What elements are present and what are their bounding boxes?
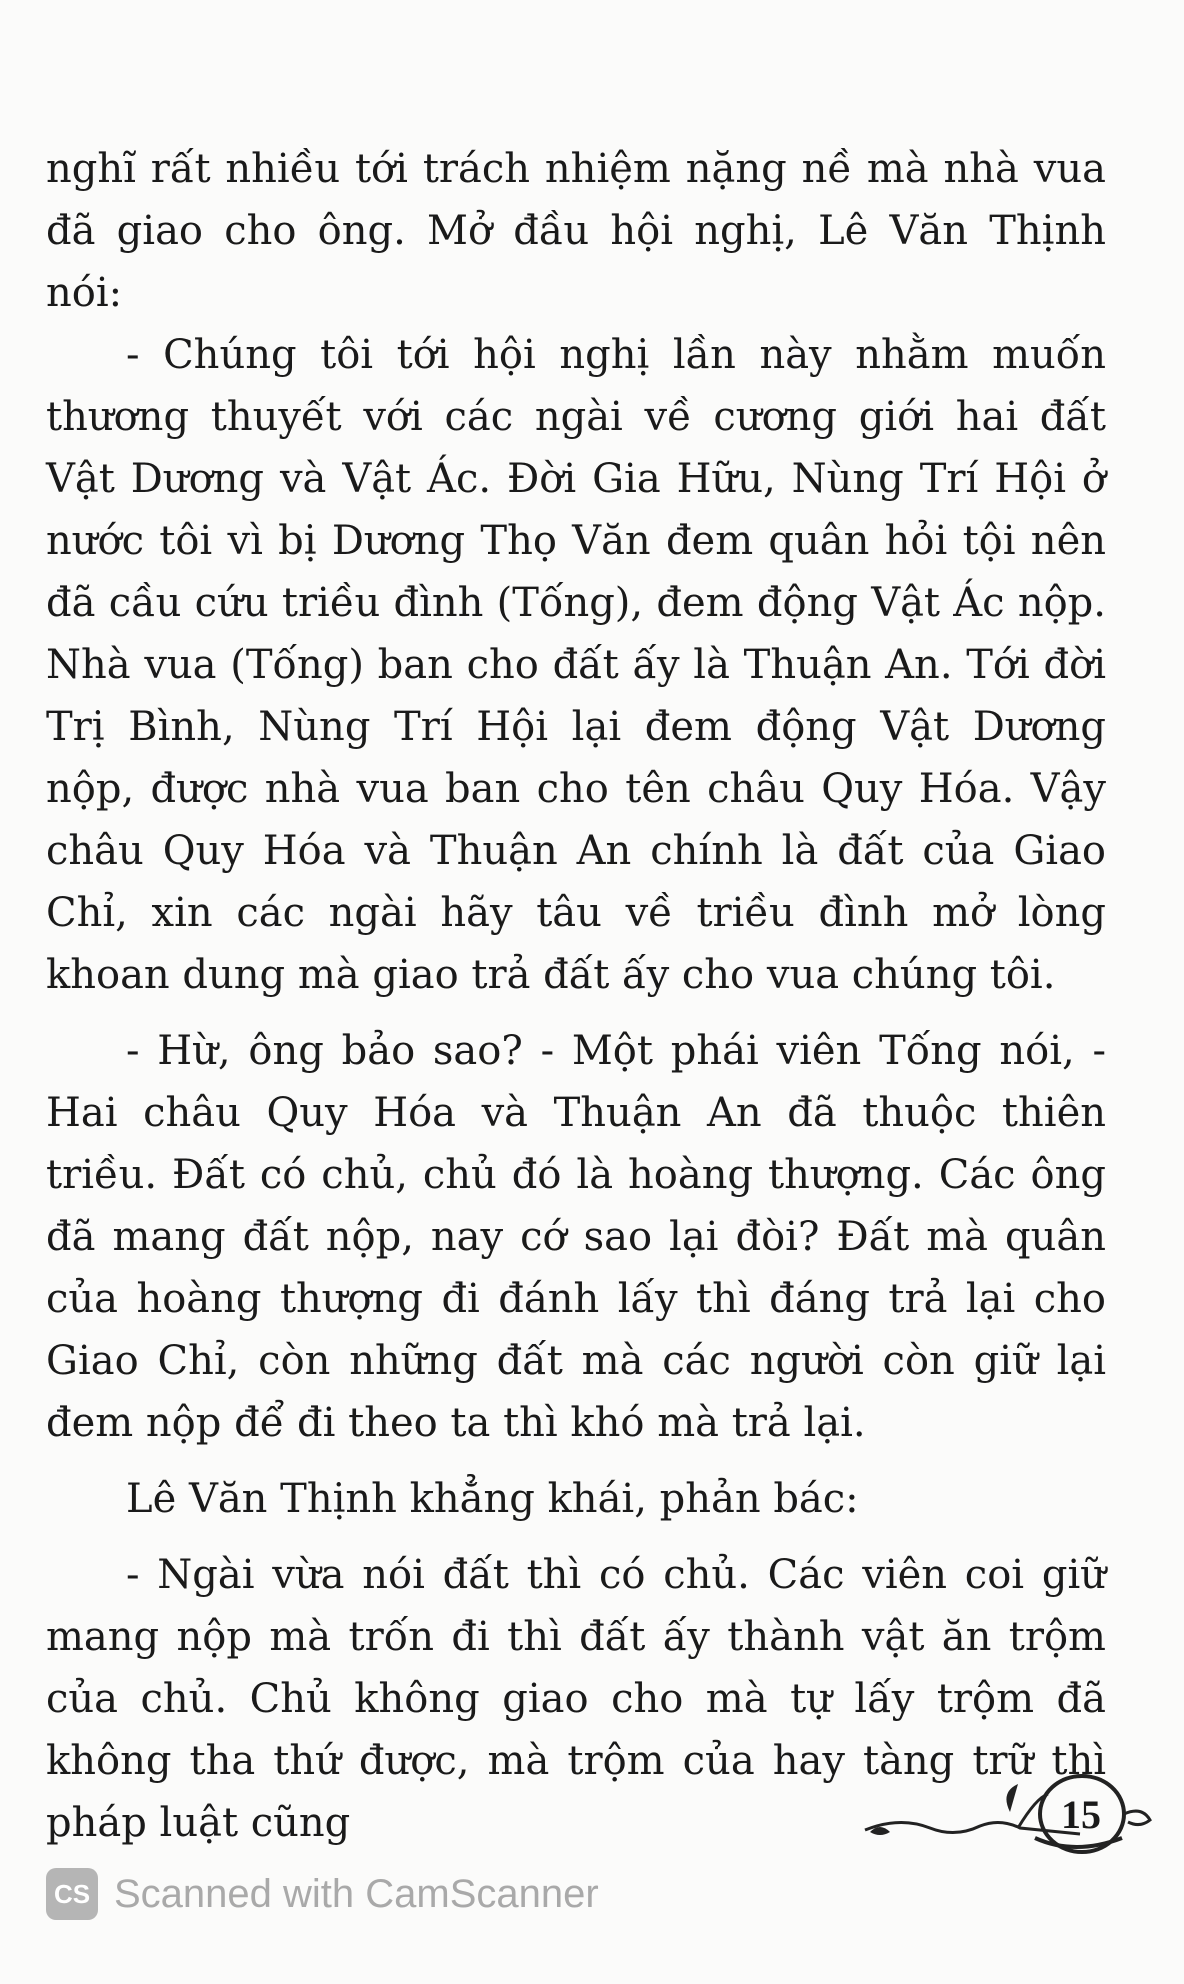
- paragraph-5: - Ngài vừa nói đất thì có chủ. Các viên coi giữ mang nộp mà trốn đi thì đất ấy thành vật ăn trộm của chủ. Chủ không giao cho mà tự lấy trộm đã không tha thứ được, mà trộm của hay tàng trữ thì pháp luật cũng: [46, 1552, 1106, 1846]
- camscanner-logo-icon: CS: [46, 1868, 98, 1920]
- body-text: [46, 138, 1106, 1854]
- watermark-text: Scanned with CamScanner: [114, 1871, 599, 1916]
- paragraph-4: Lê Văn Thịnh khẳng khái, phản bác:: [126, 1476, 859, 1522]
- page-number: 15: [1061, 1791, 1101, 1837]
- paragraph-1: nghĩ rất nhiều tới trách nhiệm nặng nề mà nhà vua đã giao cho ông. Mở đầu hội nghị, Lê Văn Thịnh nói:: [46, 146, 1106, 316]
- paragraph-2: - Chúng tôi tới hội nghị lần này nhằm muốn thương thuyết với các ngài về cương giới hai đất Vật Dương và Vật Ác. Đời Gia Hữu, Nùng Trí Hội ở nước tôi vì bị Dương Thọ Văn đem quân hỏi tội nên đã cầu cứu triều đình (Tống), đem động Vật Ác nộp. Nhà vua (Tống) ban cho đất ấy là Thuận An. Tới đời Trị Bình, Nùng Trí Hội lại đem động Vật Dương nộp, được nhà vua ban cho tên châu Quy Hóa. Vậy châu Quy Hóa và Thuận An chính là đất của Giao Chỉ, xin các ngài hãy tâu về triều đình mở lòng khoan dung mà giao trả đất ấy cho vua chúng tôi.: [46, 332, 1106, 998]
- paragraph-3: - Hừ, ông bảo sao? - Một phái viên Tống nói, - Hai châu Quy Hóa và Thuận An đã thuộc thiên triều. Đất có chủ, chủ đó là hoàng thượng. Các ông đã mang đất nộp, nay cớ sao lại đòi? Đất mà quân của hoàng thượng đi đánh lấy thì đáng trả lại cho Giao Chỉ, còn những đất mà các người còn giữ lại đem nộp để đi theo ta thì khó mà trả lại.: [46, 1028, 1106, 1446]
- camscanner-watermark: [46, 1864, 599, 1924]
